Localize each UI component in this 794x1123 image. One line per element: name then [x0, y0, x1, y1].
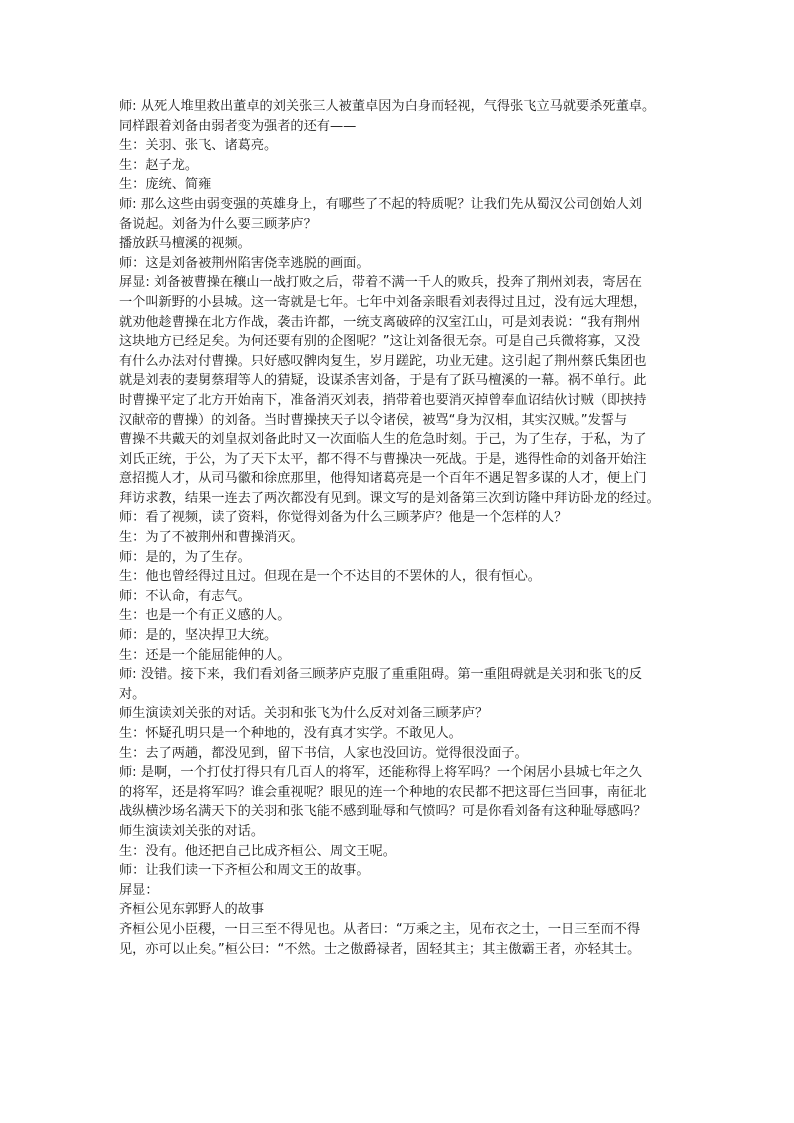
text-line: 生：庞统、简雍: [119, 177, 212, 193]
text-line: 见，亦可以止矣。”桓公曰：“不然。士之傲爵禄者，固轻其主；其主傲霸王者，亦轻其士。: [119, 941, 641, 957]
text-line: 对。: [119, 686, 146, 702]
text-line: 同样跟着刘备由弱者变为强者的还有——: [119, 118, 357, 134]
text-line: 战纵横沙场名满天下的关羽和张飞能不感到耻辱和气愤吗？可是你看刘备有这种耻辱感吗？: [119, 804, 647, 820]
text-line: 生：为了不被荆州和曹操消灭。: [119, 530, 304, 546]
text-line: 曹操不共戴天的刘皇叔刘备此时又一次面临人生的危急时刻。于己，为了生存，于私，为了: [119, 432, 647, 448]
text-line: 生：赵子龙。: [119, 157, 199, 173]
text-line: 备说起。刘备为什么要三顾茅庐？: [119, 216, 317, 232]
text-line: 意招揽人才，从司马徽和徐庶那里，他得知诸葛亮是一个百年不遇足智多谋的人才，便上门: [119, 471, 647, 487]
text-line: 师: 没错。接下来，我们看刘备三顾茅庐克服了重重阻碍。第一重阻碍就是关羽和张飞的反: [119, 667, 642, 683]
text-line: 齐桓公见小臣稷，一日三至不得见也。从者曰：“万乘之主，见布衣之士，一日三至而不得: [119, 921, 641, 937]
text-line: 师：是的，为了生存。: [119, 549, 251, 565]
text-line: 师生演读刘关张的对话。: [119, 823, 265, 839]
text-line: 时曹操平定了北方开始南下，准备消灭刘表，捎带着也要消灭掉曾奉血诏结伙讨贼（即挟持: [119, 392, 647, 408]
text-line: 师: 那么这些由弱变强的英雄身上，有哪些了不起的特质呢？让我们先从蜀汉公司创始人刘: [119, 196, 642, 212]
text-line: 师：不认命，有志气。: [119, 588, 251, 604]
text-line: 生：怀疑孔明只是一个种地的，没有真才实学。不敢见人。: [119, 726, 462, 741]
text-line: 生：也是一个有正义感的人。: [119, 608, 291, 624]
text-line: 就劝他趁曹操在北方作战，袭击许都，一统支离破碎的汉室江山，可是刘表说：“我有荆州: [119, 314, 641, 330]
text-line: 屏显：: [119, 882, 159, 898]
text-line: 生：去了两趟，都没见到，留下书信，人家也没回访。觉得很没面子。: [119, 745, 528, 761]
text-line: 师：让我们读一下齐桓公和周文王的故事。: [119, 863, 370, 879]
text-line: 师：看了视频，读了资料，你觉得刘备为什么三顾茅庐？他是一个怎样的人？: [119, 510, 568, 526]
text-line: 屏显: 刘备被曹操在穰山一战打败之后，带着不满一千人的败兵，投奔了荆州刘表，寄居在: [119, 275, 642, 291]
text-line: 师: 从死人堆里救出董卓的刘关张三人被董卓因为白身而轻视，气得张飞立马就要杀死董卓。: [119, 99, 656, 114]
text-line: 生：没有。他还把自己比成齐桓公、周文王呢。: [119, 843, 396, 859]
text-line: 师：是的，坚决捍卫大统。: [119, 628, 278, 644]
text-line: 生：他也曾经得过且过。但现在是一个不达目的不罢休的人，很有恒心。: [119, 569, 541, 585]
text-line: 这块地方已经足矣。为何还要有别的企图呢？”这让刘备很无奈。可是自己兵微将寡，又没: [119, 334, 641, 350]
text-line: 师生演读刘关张的对话。关羽和张飞为什么反对刘备三顾茅庐？: [119, 706, 489, 722]
text-line: 师：这是刘备被荆州陷害侥幸逃脱的画面。: [119, 255, 370, 271]
text-line: 就是刘表的妻舅蔡瑁等人的猜疑，设谋杀害刘备，于是有了跃马檀溪的一幕。祸不单行。此: [119, 373, 647, 389]
text-line: 刘氏正统，于公，为了天下太平，都不得不与曹操决一死战。于是，逃得性命的刘备开始注: [119, 451, 647, 467]
text-line: 播放跃马檀溪的视频。: [119, 236, 251, 252]
text-line: 齐桓公见东郭野人的故事: [119, 902, 265, 918]
text-line: 的将军，还是将军吗？谁会重视呢？眼见的连一个种地的农民都不把这哥仨当回事，南征北: [119, 784, 647, 800]
text-line: 师: 是啊，一个打仗打得只有几百人的将军，还能称得上将军吗？一个闲居小县城七年之久: [119, 765, 642, 781]
text-line: 拜访求教，结果一连去了两次都没有见到。课文写的是刘备第三次到访隆中拜访卧龙的经过。: [119, 490, 660, 506]
text-line: 汉献帝的曹操）的刘备。当时曹操挟天子以令诸侯，被骂“身为汉相，其实汉贼。”发誓与: [119, 412, 628, 428]
text-line: 有什么办法对付曹操。只好感叹髀肉复生，岁月蹉跎，功业无建。这引起了荆州蔡氏集团也: [119, 353, 647, 369]
text-line: 生：关羽、张飞、诸葛亮。: [119, 138, 278, 154]
document-body: [119, 97, 679, 959]
text-line: 生：还是一个能屈能伸的人。: [119, 647, 291, 663]
text-line: 一个叫新野的小县城。这一寄就是七年。七年中刘备亲眼看刘表得过且过，没有远大理想，: [119, 294, 647, 310]
